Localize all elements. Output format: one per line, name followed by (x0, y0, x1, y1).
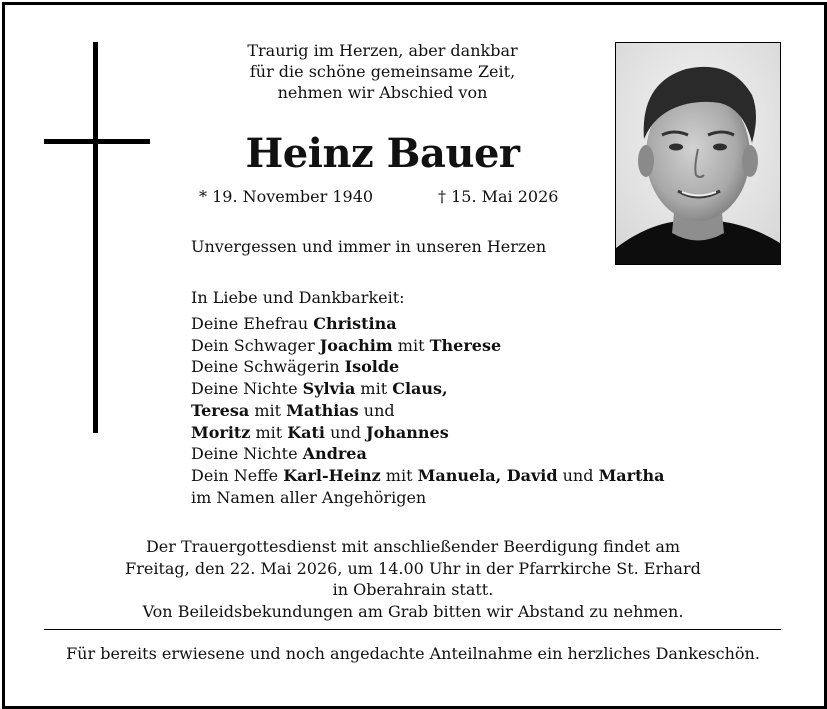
family-text: und (557, 465, 599, 485)
cross-icon-vertical (93, 42, 98, 433)
family-text: im Namen aller Angehörigen (191, 487, 427, 507)
family-member-name: Mathias (286, 400, 359, 420)
service-line: in Oberahrain statt. (332, 580, 494, 599)
family-member-name: Moritz (191, 422, 251, 442)
service-info (40, 536, 786, 622)
family-line (191, 356, 664, 378)
family-member-name: Christina (313, 314, 397, 333)
family-member-name: Sylvia (302, 379, 356, 399)
family-text: Deine Nichte (191, 379, 303, 399)
family-member-name: Joachim (319, 335, 393, 355)
family-member-name: Karl-Heinz (283, 465, 381, 485)
family-text: Dein Neffe (191, 465, 284, 485)
family-member-name: Claus, (392, 379, 448, 399)
service-line: Von Beileidsbekundungen am Grab bitten wir Abstand zu nehmen. (142, 601, 684, 621)
family-line (191, 313, 664, 335)
family-text: Deine Nichte (191, 444, 303, 464)
family-text: mit (392, 335, 430, 355)
family-text: Dein Schwager (191, 335, 320, 355)
family-member-name: Manuela, David (417, 465, 558, 485)
intro-text (185, 40, 580, 103)
family-line (191, 465, 664, 487)
family-text: mit (249, 400, 287, 420)
family-member-name: Johannes (366, 422, 449, 442)
family-line (191, 422, 664, 444)
family-text: mit (380, 465, 418, 485)
family-text: mit (355, 379, 393, 399)
cross-icon-horizontal (44, 139, 150, 144)
intro-line: für die schöne gemeinsame Zeit, (249, 62, 516, 81)
deceased-name: Heinz Bauer (245, 130, 520, 177)
family-member-name: Martha (598, 465, 665, 485)
intro-line: nehmen wir Abschied von (277, 83, 488, 102)
family-text: und (325, 422, 367, 442)
family-line (191, 487, 664, 509)
family-member-name: Isolde (344, 357, 400, 377)
family-text: Deine Schwägerin (191, 357, 345, 377)
closing-thanks: Für bereits erwiesene und noch angedachte Anteilnahme ein herzliches Dankeschön. (66, 644, 760, 663)
portrait-photo (615, 42, 781, 265)
divider (44, 629, 781, 630)
service-line: Freitag, den 22. Mai 2026, um 14.00 Uhr in der Pfarrkirche St. Erhard (125, 558, 701, 578)
birth-date: * 19. November 1940 (199, 187, 374, 206)
portrait-photo-image (616, 43, 780, 264)
family-line (191, 335, 664, 357)
family-line (191, 378, 664, 400)
thanks-label: In Liebe und Dankbarkeit: (191, 288, 405, 307)
service-line: Der Trauergottesdienst mit anschließender Beerdigung findet am (145, 537, 681, 556)
family-text: mit (250, 422, 288, 442)
intro-line: Traurig im Herzen, aber dankbar (247, 41, 518, 60)
family-member-name: Teresa (191, 400, 250, 420)
family-member-name: Kati (287, 422, 326, 442)
family-line (191, 443, 664, 465)
family-list (191, 313, 664, 508)
death-date: † 15. Mai 2026 (438, 187, 559, 206)
family-text: und (358, 400, 395, 420)
memory-line: Unvergessen und immer in unseren Herzen (191, 237, 547, 256)
family-member-name: Therese (429, 335, 502, 355)
family-line (191, 400, 664, 422)
family-member-name: Andrea (302, 444, 367, 464)
family-text: Deine Ehefrau (191, 314, 314, 333)
